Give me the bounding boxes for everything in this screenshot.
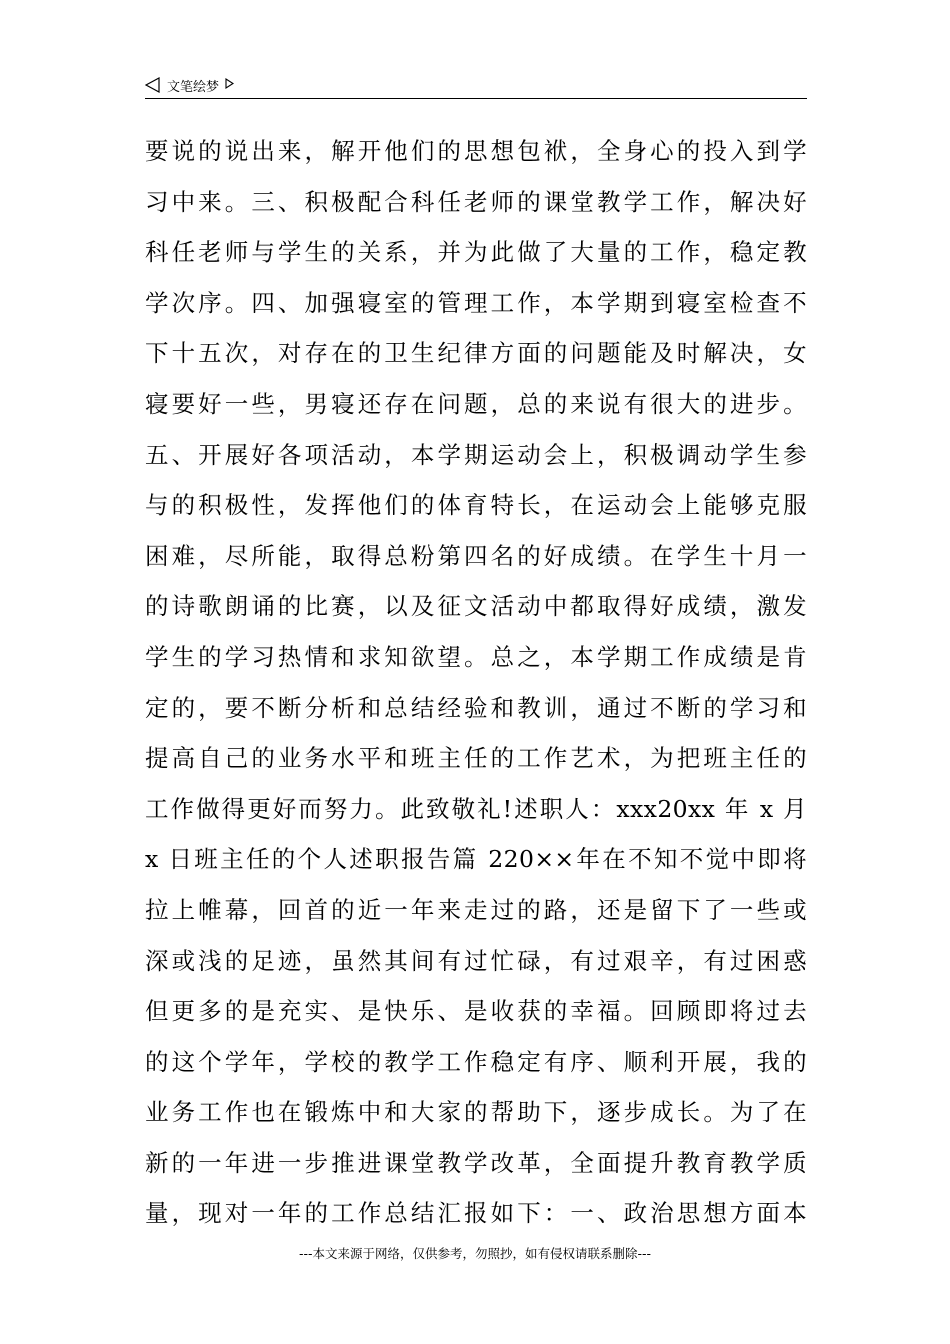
text-line: 科任老师与学生的关系，并为此做了大量的工作，稳定教 [145,238,807,267]
text-line: 的诗歌朗诵的比赛，以及征文活动中都取得好成绩，激发 [145,592,807,621]
text-line: 拉上帷幕，回首的近一年来走过的路，还是留下了一些或 [145,895,807,924]
text-line: 的这个学年，学校的教学工作稳定有序、顺利开展，我的 [145,1047,807,1076]
text-line: 定的，要不断分析和总结经验和教训，通过不断的学习和 [145,693,807,722]
text-line: 深或浅的足迹，虽然其间有过忙碌，有过艰辛，有过困惑 [145,946,807,975]
text-line: 习中来。三、积极配合科任老师的课堂教学工作，解决好 [145,187,807,216]
triangle-right-icon [225,78,234,89]
text-line: 寝要好一些，男寝还存在问题，总的来说有很大的进步。 [145,389,807,418]
text-line: 下十五次，对存在的卫生纪律方面的问题能及时解决，女 [145,339,807,368]
text-line: 五、开展好各项活动，本学期运动会上，积极调动学生参 [145,440,807,469]
header-brand [145,75,234,95]
text-line: 量，现对一年的工作总结汇报如下：一、政治思想方面本 [145,1199,807,1228]
text-line: 但更多的是充实、是快乐、是收获的幸福。回顾即将过去 [145,997,807,1026]
text-line: 学生的学习热情和求知欲望。总之，本学期工作成绩是肯 [145,642,807,671]
footer-disclaimer: ---本文来源于网络，仅供参考，勿照抄，如有侵权请联系删除--- [298,1246,652,1261]
text-line: 工作做得更好而努力。此致敬礼!述职人：xxx20xx 年 x 月 [145,794,807,823]
page-header [145,72,807,99]
text-line: 业务工作也在锻炼中和大家的帮助下，逐步成长。为了在 [145,1098,807,1127]
text-line: 要说的说出来，解开他们的思想包袱，全身心的投入到学 [145,137,807,165]
text-line: 提高自己的业务水平和班主任的工作艺术，为把班主任的 [145,744,807,773]
brand-text: 文笔绘梦 [167,79,220,95]
text-line: 学次序。四、加强寝室的管理工作，本学期到寝室检查不 [145,288,807,317]
triangle-left-icon [145,77,160,93]
text-line: 与的积极性，发挥他们的体育特长，在运动会上能够克服 [145,491,807,520]
text-line: x 日班主任的个人述职报告篇 220××年在不知不觉中即将 [145,845,807,874]
text-line: 新的一年进一步推进课堂教学改革，全面提升教育教学质 [145,1148,807,1177]
text-line: 困难，尽所能，取得总粉第四名的好成绩。在学生十月一 [145,541,807,570]
body-text [145,126,807,1239]
